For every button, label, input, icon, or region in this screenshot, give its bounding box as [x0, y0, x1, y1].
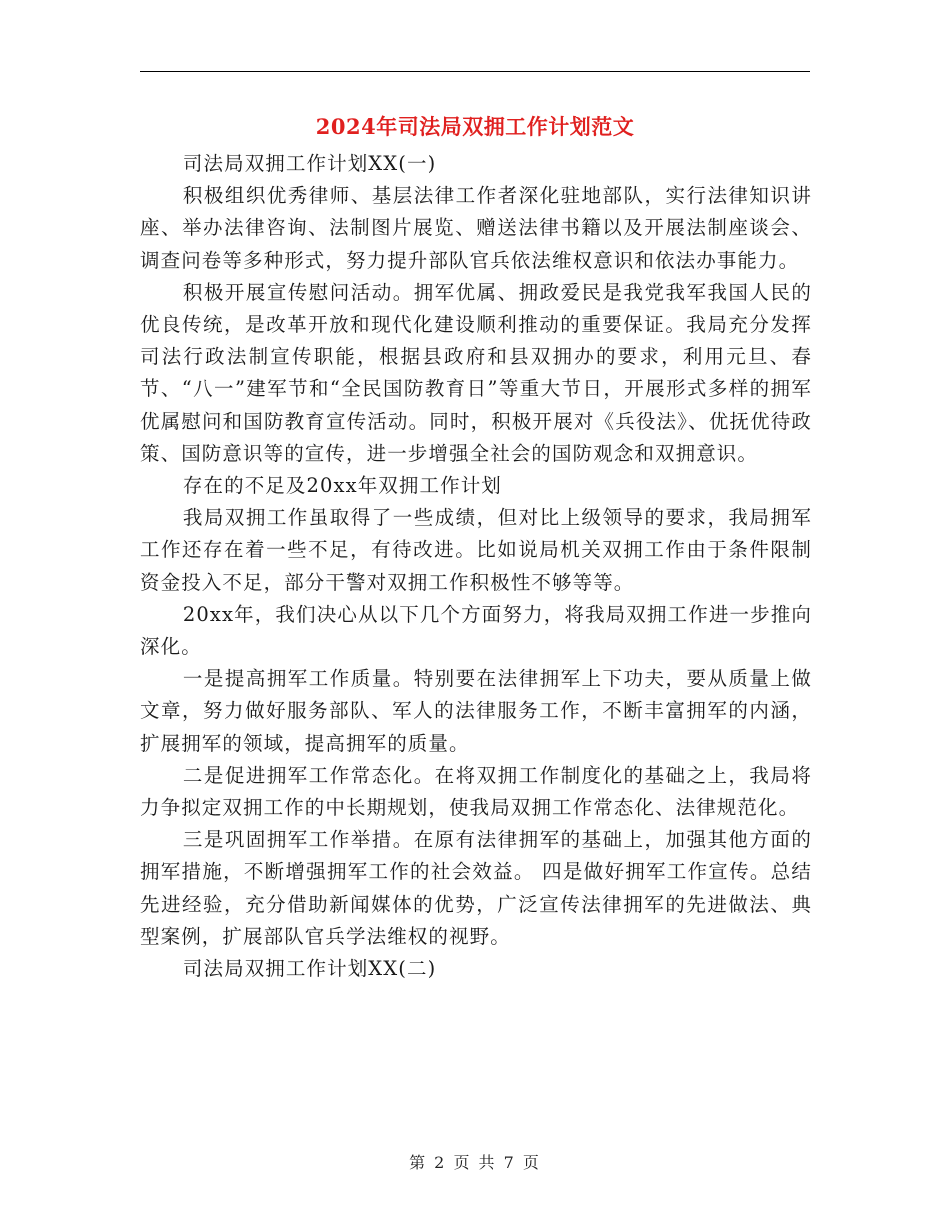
- paragraph: 积极组织优秀律师、基层法律工作者深化驻地部队，实行法律知识讲座、举办法律咨询、法制图片展览、赠送法律书籍以及开展法制座谈会、调查问卷等多种形式，努力提升部队官兵依法维权意识和依法办事能力。: [140, 184, 812, 272]
- document-title: 2024年司法局双拥工作计划范文: [315, 114, 635, 139]
- paragraph: 我局双拥工作虽取得了一些成绩，但对比上级领导的要求，我局拥军工作还存在着一些不足，有待改进。比如说局机关双拥工作由于条件限制资金投入不足，部分干警对双拥工作积极性不够等等。: [140, 506, 812, 594]
- section-heading: 存在的不足及20xx年双拥工作计划: [182, 474, 502, 498]
- section-heading: 司法局双拥工作计划XX(一): [182, 152, 437, 175]
- page-number: 第 2 页 共 7 页: [409, 1153, 541, 1172]
- paragraph: 积极开展宣传慰问活动。拥军优属、拥政爱民是我党我军我国人民的优良传统，是改革开放和现代化建设顺利推动的重要保证。我局充分发挥司法行政法制宣传职能，根据县政府和县双拥办的要求，利用元旦、春节、“八一”建军节和“全民国防教育日”等重大节日，开展形式多样的拥军优属慰问和国防教育宣传活动。同时，积极开展对《兵役法》、优抚优待政策、国防意识等的宣传，进一步增强全社会的国防观念和双拥意识。: [140, 280, 812, 465]
- section-heading: 司法局双拥工作计划XX(二): [182, 957, 437, 981]
- paragraph: 二是促进拥军工作常态化。在将双拥工作制度化的基础之上，我局将力争拟定双拥工作的中长期规划，使我局双拥工作常态化、法律规范化。: [140, 763, 812, 820]
- paragraph: 20xx年，我们决心从以下几个方面努力，将我局双拥工作进一步推向深化。: [140, 602, 812, 659]
- header-rule: [140, 71, 810, 72]
- document-body: [140, 148, 812, 985]
- paragraph: 三是巩固拥军工作举措。在原有法律拥军的基础上，加强其他方面的拥军措施，不断增强拥军工作的社会效益。 四是做好拥军工作宣传。总结先进经验，充分借助新闻媒体的优势，广泛宣传法律拥军的先进做法、典型案例，扩展部队官兵学法维权的视野。: [140, 828, 812, 948]
- paragraph: 一是提高拥军工作质量。特别要在法律拥军上下功夫，要从质量上做文章，努力做好服务部队、军人的法律服务工作，不断丰富拥军的内涵，扩展拥军的领域，提高拥军的质量。: [140, 667, 812, 755]
